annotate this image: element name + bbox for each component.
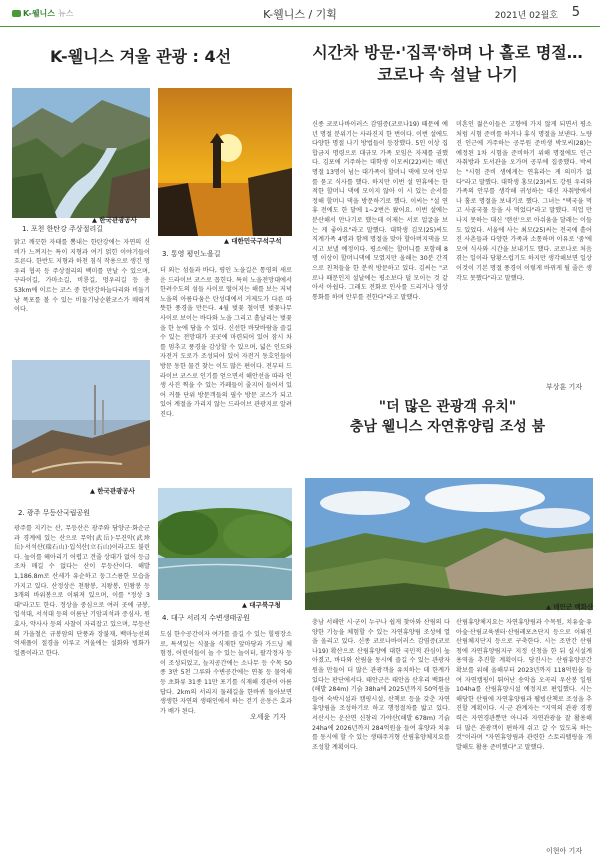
- left-paragraph-4: 도심 한수공간이자 여가를 즐길 수 있는 힐링장소로, 특색있는 식물을 식재한 앞마당과 가드닝 체험정, 어린이들이 놀 수 있는 놀이터, 팔각정자 등이 조성되었고, 늪지공간에는 소나무 등 수목 50종 3만 5천 그루와 수변공간에는 연꽃 등 물억새 등 초화류 31종 11만 포기를 식재해 경관이 아름답다. 2km의 서리지 둘레길을 한바퀴 돌아보면 생생한 자연의 생태인에서 하는 걷기 운동은 효과가 배가 된다.: [160, 631, 292, 715]
- bottom-headline-line2: 충남 웰니스 자연휴양림 조성 붐: [349, 419, 546, 435]
- bottom-col-1: 충남 서해안 시·군이 누구나 쉽게 찾아와 산림의 다양한 기능을 체험할 수 있는 자연휴양림 조성에 열을 올리고 있다. 신종 코로나바이러스 감염증(코로나19) 확산으로 산림휴양에 대한 국민적 관심이 높아졌고, 바다와 산림을 동시에 즐길 수 있는 관광자원을 만들어 더 많은 관광객을 유치하는 데 한계가 있다는 판단에서다. 태안군은 태안읍 산후리 백화산(해발 284m) 기슭 38ha에 2025년까지 50억원을 들여 숙박시설과 캠핑시설, 산책로 등을 갖춘 자연휴양림을 조성하기로 하고 행정절차를 밟고 있다. 서산시는 운산면 신창리 가야산(해발 678m) 기슭 24ha에 2026년까지 284억원을 들여 휴양과 치유를 동시에 할 수 있는 생태주거형 산림휴양체지요를 조성할 계획이다.: [312, 619, 450, 751]
- left-paragraph-3: 더 외는 섬들과 바다, 평인 노을길은 통영의 새로운 드라이브 코스로 꼽힌다. 특히 노을전망대에서 한려수도의 섬들 사이로 떨어지는 해를 보는 저녁 노을의 아름다움은 탄성대에서 거제도가 다른 따뜻한 풍경을 만든다. 4월 벚꽃 철이면 벚꽃나무 사이로 보이는 바다와 노을 그리고 흩날리는 벚꽃을 한 눈에 담을 수 있다. 신선한 바닷바람을 즐길 수 있는 전망대가 곳곳에 마련되어 있어 잠시 차를 멈추고 풍경을 감상할 수 있으며, 넓은 인도와 자전거 도로가 조성되어 있어 자전거 동호인들이 방문 동한 물건 찾는 이도 많은 편이다. 전부터 드라이브 코스로 인기를 얻으면서 해안선을 따라 인생 사진 찍을 수 있는 카페들이 줄지어 들어서 있어 커플 단위 방문객들의 필수 방문 코스가 되고 있어 계절을 가리지 않는 드라이브 관광지로 알려진다.: [160, 267, 292, 418]
- photo-mudeungsan: [12, 360, 150, 478]
- right-headline-line1: 시간차 방문·'집콕'하며 나 홀로 명절…: [312, 43, 583, 62]
- left-paragraph-2: 광주를 지키는 산, 무등산은 광주와 담양군·화순군과 경계에 있는 산으로 무악(武岳)·무진악(武珍岳)·서석산(瑞石山)·입석산(立石山)이라고도 불린다. 높이를 헤아리기 어렵고 견줄 상대가 없어 등급조차 매길 수 없다는 산이 무등산이다. 해발 1,186.8m로 산세가 유순하고 둥그스름한 모습을 가지고 있다. 산정상은 천왕봉, 지왕봉, 인왕봉 등 3개의 바위봉으로 이뤄져 있으며, 이를 "정상 3대"라고도 한다. 정상을 중심으로 여러 곳에 규봉, 입석대, 서석대 등의 이름난 기암괴석과 증심사, 원효사, 약사사 등의 사찰이 자리잡고 있으며, 무등산의 가을철은 규봉암의 단풍과 장불재, 백마능선의 억새풀이 절경을 이루고 겨울에는 설화와 빙화가 일품이라고 한다.: [14, 525, 150, 657]
- right-col-2: 미혼인 젊은이들은 고향에 가지 않게 되면서 평소처럼 시험 준비를 하거나 휴식 명절을 보낸다. 노량진 인근에 거주하는 공무원 준비생 박모씨(28)는 예정된 1차 시험을 준비하기 위해 명절에도 인근 자취방과 도서관을 오가며 공부에 집중했다. 박씨는 "시험 준비 생에게는 연휴라는 게 의미가 없다"라고 말했다. 대학생 홍모(23)씨도 강원 우리와 가족의 안부를 생각해 귀성하는 대신 자취방에서 나 홀로 명절을 보내기로 했다. 그녀는 "택국을 먹고 사골국물 등을 사 먹었다"라고 말했다. 직업 만나지 못하는 대신 '랜선'으로 아쉬움을 달래는 이들도 있었다. 서울에 사는 최모(25)씨는 전국에 흩어진 사촌들과 다양한 가족과 소통하며 이유로 '줌'에 모여 식사와 시간을 보내기도 했다. 코로나로 처음 겪는 일이라 당황스럽기도 하지만 생각해보면 일상 이것이 기본 명절 풍경이 이렇게 바뀌게 될 줄은 생각도 못했다"라고 말했다.: [456, 121, 592, 282]
- photo2-credit: ▲ 대한민국구석구석: [224, 237, 282, 245]
- photo-tongyeong-sunset: [158, 88, 292, 236]
- logo-text: K-웰니스: [23, 9, 56, 18]
- photo2-caption: 3. 통영 평인노을길: [162, 250, 221, 258]
- photo1-caption: 1. 포천 한탄강 주상절리길: [22, 225, 103, 233]
- right-headline: [300, 42, 595, 86]
- page-number: 5: [571, 5, 580, 20]
- bottom-headline-line1: "더 많은 관광객 유치": [378, 399, 517, 415]
- photo-hantan-river: [12, 88, 150, 218]
- right-headline-line2: 코로나 속 설날 나기: [377, 65, 518, 84]
- photo3-caption: 2. 광주 무등산국립공원: [18, 509, 90, 517]
- bottom-col-2: 산림휴양체지요는 자연휴양림과 수목원, 치유숲·유아숲·산림교육센터·산림레포츠단지 등으로 이뤄진 산림체지단지 등으로 구축한다. 시는 조만간 산림청에 자연휴양림지구 지정 신청을 한 뒤 실시설계 용역을 추진할 계획이다. 당진시는 산림휴양공간 확보를 위해 올해부터 2023년까지 118억원을 들여 자연캠핑이 뛰어난 송악읍 오곡리 우산봉 일원 104ha를 산림휴양시설 예정지로 편입했다. 시는 해당한 산림에 자연휴양림과 웰빙산책로 조성을 추진할 계획이다. 시·군 관계자는 "지역의 관광 경쟁력은 자연경관뿐만 아니라 자연관광을 잘 활용해 더 많은 관광객이 편하게 쉬고 갈 수 있도록 하는 것"이라며 "자연휴양림과 관련한 스토리텔링을 개발해도 활용 준비했다"고 말했다.: [456, 619, 592, 751]
- bottom-photo-credit: ▲ 태안군 백화산: [546, 603, 594, 611]
- bottom-headline: [300, 397, 595, 437]
- left-headline: K-웰니스 겨울 관광 : 4선: [50, 47, 232, 66]
- right-byline: 부상훈 기자: [546, 383, 583, 391]
- photo4-credit: ▲ 대구북구청: [242, 601, 281, 609]
- photo1-credit: ▲ 한국관광공사: [92, 216, 137, 224]
- photo3-credit: ▲ 한국관광공사: [90, 487, 135, 495]
- photo4-caption: 4. 대구 서리지 수변생태공원: [162, 614, 250, 622]
- page-header: [0, 0, 600, 27]
- section-title: K-웰니스 / 기획: [263, 8, 337, 21]
- right-col-1: 신종 코로나바이러스 감염증(코로나19) 때문에 예년 명절 분위기는 사라진지 한 번이다. 이번 설에도 다양한 명절 나기 방법들이 등장했다. 5인 이상 집합금지 명령으로 대규모 가족 모임은 자제를 권했다. 김포에 거주하는 대학생 이모씨(22)씨는 매년 명절 13명이 넘는 대가족이 할머니 댁에 모여 안부를 묻고 식사를 했다. 하지만 이번 설 연휴에는 한적한 할머니 댁에 모이지 않아 이 시 있는 순서를 정해 할머니 댁을 방문하기로 했다. 이씨는 "설 연휴 전에도 한 달에 1~2번은 왔어요. 이번 설에는 분산해서 만나기로 했는데 이제는 서로 얼굴을 보는 게 좋아요"라고 말했다. 대학생 김모(25)씨도 직계가족 4명과 함께 명절을 맞아 할아버지댁을 모시고 보낼 예정이다. 평소에는 할머니를 포함해 8명 이상이 할머니댁에 모였지만 올해는 30분 간격으로 친척들을 한 분씩 방문하고 있다. 김씨는 "코로나 때문인지 설날에는 평소보다 덜 모이는 것 같아서 아쉽다. 그래도 전화로 인사를 드리거나 영상통화를 하며 안부를 전한다"라고 말했다.: [312, 121, 448, 301]
- left-paragraph-1: 맑고 깨끗한 자태를 뽐내는 한탄강에는 자연의 신비가 느껴지는 특이 지형과 여기 얽힌 이야기들이 흐른다. 한반도 지형과 하천 침식 작용으로 생긴 멍우리 협곡 등 주상절리의 백미를 만날 수 있으며, 구라이길, 가마소길, 비룡길, 멍우리길 등 총 53km에 이르는 코스 중 한탄강하늘다리와 비둘기낭 폭포를 볼 수 있는 비둘기낭순환코스가 매력적이다.: [14, 239, 150, 314]
- logo-sub: 뉴스: [58, 9, 74, 18]
- left-byline: 오세윤 기자: [250, 713, 287, 721]
- bottom-byline: 이현아 기자: [546, 847, 583, 855]
- issue-date: 2021년 02월호: [494, 11, 558, 21]
- photo-baekhwasan: [305, 478, 593, 610]
- photo-daegu-park: [158, 488, 292, 600]
